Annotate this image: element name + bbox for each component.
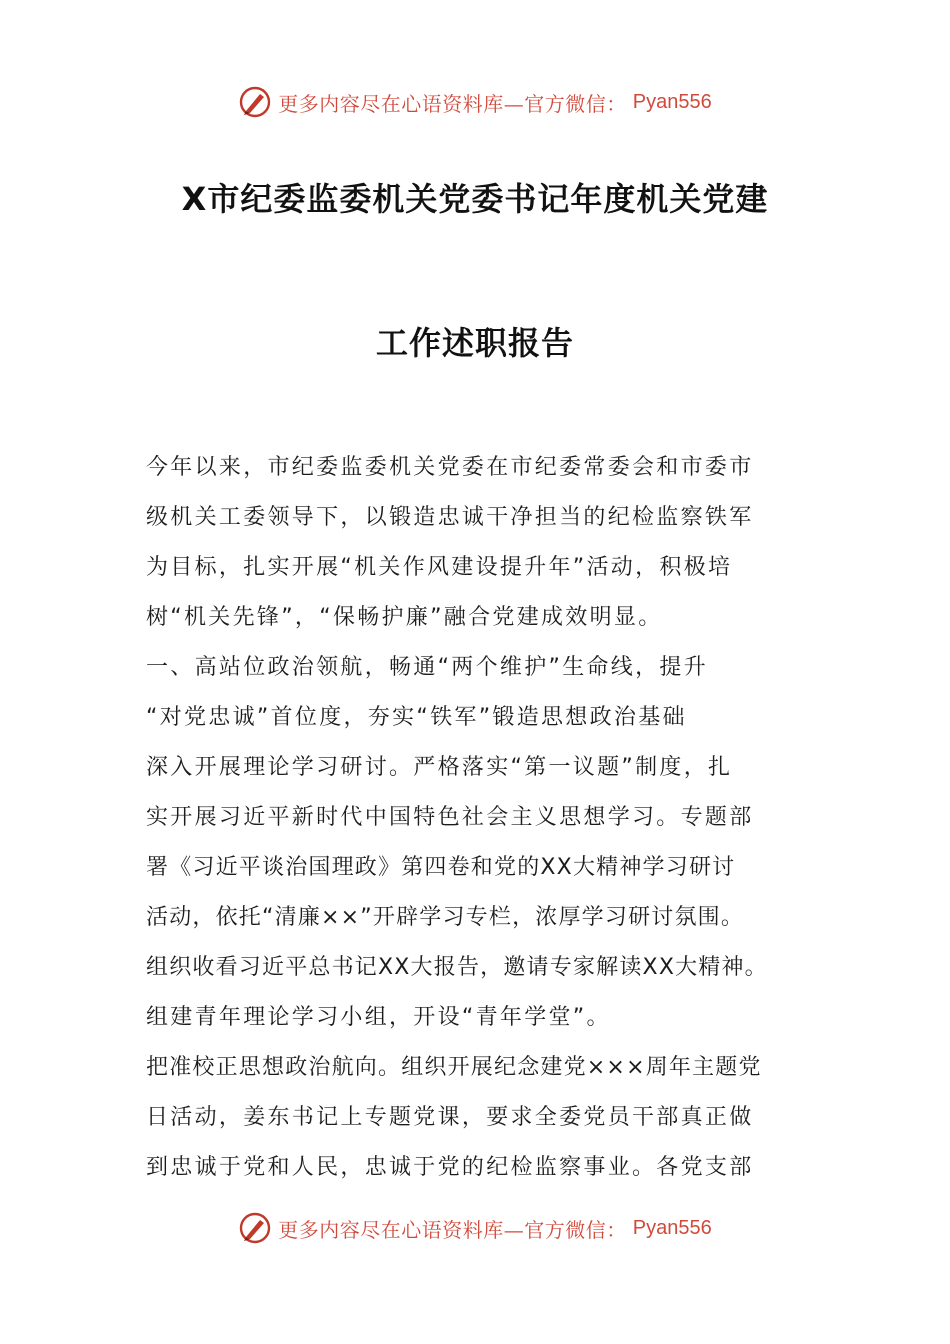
watermark-banner-top <box>0 82 950 122</box>
pen-in-circle-logo <box>238 1211 272 1245</box>
body-line: 今年以来，市纪委监委机关党委在市纪委常委会和市委市 <box>146 455 754 480</box>
body-line: 署《习近平谈治国理政》第四卷和党的XX大精神学习研讨 <box>146 855 736 880</box>
body-line: 活动，依托“清廉××”开辟学习专栏，浓厚学习研讨氛围。 <box>146 905 745 930</box>
body-line: 组建青年理论学习小组，开设“青年学堂”。 <box>146 1005 611 1030</box>
body-line: 深入开展理论学习研讨。严格落实“第一议题”制度，扎 <box>146 755 733 780</box>
watermark-banner-bottom <box>0 1208 950 1248</box>
body-line: 实开展习近平新时代中国特色社会主义思想学习。专题部 <box>146 805 754 830</box>
watermark-contact: Pyan556 <box>632 1216 712 1239</box>
watermark-contact: Pyan556 <box>632 90 712 113</box>
body-line: 树“机关先锋”，“保畅护廉”融合党建成效明显。 <box>146 605 663 630</box>
body-line: 把准校正思想政治航向。组织开展纪念建党×××周年主题党 <box>146 1055 762 1080</box>
section-heading: “对党忠诚”首位度，夯实“铁军”锻造思想政治基础 <box>146 705 687 730</box>
body-line: 到忠诚于党和人民，忠诚于党的纪检监察事业。各党支部 <box>146 1155 754 1180</box>
watermark-text: 更多内容尽在心语资料库—官方微信： <box>278 1217 627 1242</box>
body-line: 日活动，姜东书记上专题党课，要求全委党员干部真正做 <box>146 1105 754 1130</box>
body-line: 为目标，扎实开展“机关作风建设提升年”活动，积极培 <box>146 555 733 580</box>
document-title-line1: X市纪委监委机关党委书记年度机关党建 <box>181 180 769 218</box>
body-line: 组织收看习近平总书记XX大报告，邀请专家解读XX大精神。 <box>146 955 768 980</box>
pen-in-circle-logo <box>238 85 272 119</box>
document-body <box>146 447 811 1197</box>
section-heading: 一、高站位政治领航，畅通“两个维护”生命线，提升 <box>146 655 708 680</box>
body-line: 级机关工委领导下，以锻造忠诚干净担当的纪检监察铁军 <box>146 505 754 530</box>
document-title-line2: 工作述职报告 <box>375 324 574 362</box>
watermark-text: 更多内容尽在心语资料库—官方微信： <box>278 91 627 116</box>
